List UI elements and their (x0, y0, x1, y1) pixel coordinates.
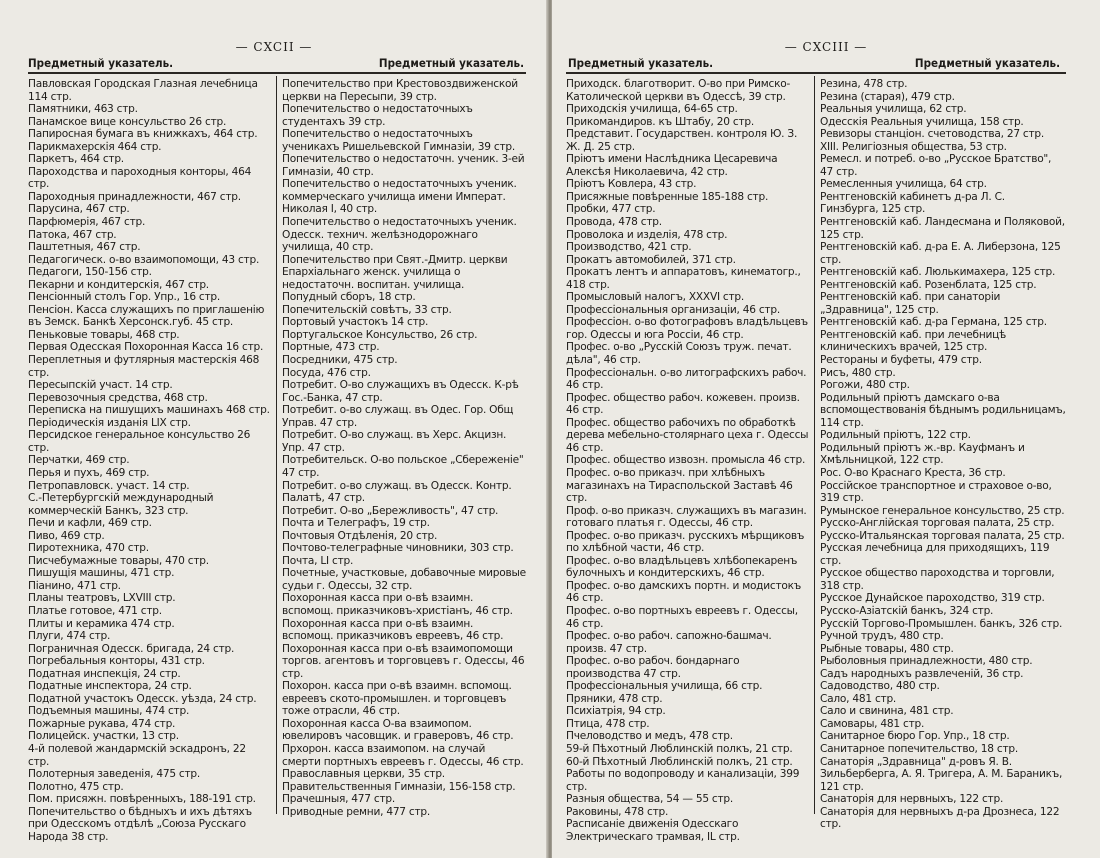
index-entry: Почтовыя Отдѣленія, 20 стр. (282, 529, 438, 542)
index-entry: Реальныя училища, 62 стр. (820, 103, 967, 116)
index-entry: Попудный сборъ, 18 стр. (282, 291, 416, 304)
index-entry: Производство, 421 стр. (566, 241, 692, 254)
right-page (552, 0, 1100, 858)
index-entry: Піанино, 471 стр. (28, 579, 121, 592)
index-entry: Подъемныя машины, 474 стр. (28, 705, 190, 718)
index-entry: Рогожи, 480 стр. (820, 379, 910, 392)
index-entry: Попечительство о недостаточныхъ студентахъ 39 стр. (282, 103, 473, 128)
index-entry: Родильный пріютъ дамскаго о-ва вспомоществованія бѣднымъ родильницамъ, 114 стр. (820, 391, 1066, 429)
index-entry: Потребит. О-во служащихъ въ Одесск. К-рѣ Гос.-Банка, 47 стр. (282, 379, 519, 404)
index-entry: Профес. о-во „Русскій Союзъ труж. печат. дѣла", 46 стр. (566, 341, 792, 367)
index-entry: Почтово-телеграфные чиновники, 303 стр. (282, 542, 514, 555)
index-entry: Профес. общество рабочихъ по обработкѣ дерева мебельно-столярнаго цеха г. Одессы 46 стр. (566, 416, 809, 454)
index-entry: Похоронная касса О-ва взаимопом. ювелировъ часовщик. и граверовъ, 46 стр. (282, 717, 514, 743)
index-entry: Садъ народныхъ развлеченій, 36 стр. (820, 667, 1024, 680)
index-entry: Профессіональныя училища, 66 стр. (566, 680, 763, 693)
index-entry: Русско-Азіатскій банкъ, 324 стр. (820, 604, 994, 617)
index-entry: Рентгеновскій каб. при лечебницѣ клиническихъ врачей, 125 стр. (820, 328, 1006, 354)
index-entry: Правительственныя Гимназіи, 156-158 стр. (282, 780, 516, 793)
index-entry: Пароходства и пароходныя конторы, 464 стр. (28, 165, 252, 191)
index-entry: Профессіон. о-во фотографовъ владѣльцевъ гор. Одессы и юга Россіи, 46 стр. (566, 316, 808, 341)
index-entry: Прокатъ автомобилей, 371 стр. (566, 253, 736, 266)
index-entry: Педагогическ. о-во взаимопомощи, 43 стр. (28, 253, 260, 266)
index-entry: Полицейск. участки, 13 стр. (28, 730, 179, 743)
index-entry: Платье готовое, 471 стр. (28, 604, 162, 617)
index-entry: Пом. присяжн. повѣренныхъ, 188-191 стр. (28, 793, 256, 806)
index-column-1 (28, 78, 270, 843)
index-entry: Рентгеновскій кабинетъ д-ра Л. С. Гинзбурга, 125 стр. (820, 190, 1005, 216)
index-entry: Русское Дунайское пароходство, 319 стр. (820, 592, 1045, 605)
index-entry: Потребительск. О-во польское „Сбереженіе" 47 стр. (282, 454, 524, 479)
index-entry: Русская лечебница для приходящихъ, 119 стр. (820, 542, 1050, 567)
index-entry: Парфюмерія, 467 стр. (28, 216, 146, 229)
index-entry: Пряники, 478 стр. (566, 692, 663, 705)
index-entry: Промысловый налогъ, XXXVI стр. (566, 291, 745, 304)
index-entry: Папиросная бумага въ книжкахъ, 464 стр. (28, 128, 258, 141)
index-entry: Рыбные товары, 480 стр. (820, 642, 954, 655)
index-entry: Русско-Итальянская торговая палата, 25 стр. (820, 529, 1065, 542)
index-entry: Плуги, 474 стр. (28, 630, 111, 643)
index-entry: Португальское Консульство, 26 стр. (282, 328, 478, 341)
running-head-left: Предметный указатель. (28, 56, 174, 70)
index-entry: Петропавловск. участ. 14 стр. (28, 479, 190, 492)
index-entry: Проволока и изделія, 478 стр. (566, 228, 728, 241)
index-entry: Раковины, 478 стр. (566, 805, 669, 818)
index-entry: Плиты и керамика 474 стр. (28, 617, 175, 630)
index-entry: Проф. о-во приказч. служащихъ въ магазин. готоваго платья г. Одессы, 46 стр. (566, 504, 807, 530)
index-entry: Переплетныя и футлярныя мастерскія 468 стр. (28, 354, 260, 379)
index-entry: Пиво, 469 стр. (28, 529, 105, 542)
index-entry: С.-Петербургскій международный коммерческій Банкъ, 323 стр. (28, 492, 214, 517)
index-entry: Православныя церкви, 35 стр. (282, 768, 445, 781)
index-entry: Рентгеновскій каб. д-ра Е. А. Либерзона, 125 стр. (820, 241, 1061, 266)
index-entry: Рентгеновскій каб. Ландесмана и Поляковой, 125 стр. (820, 216, 1065, 241)
page-number: — CXCIII — (784, 40, 868, 54)
header-rule (28, 72, 526, 74)
index-entry: Пишущія машины, 471 стр. (28, 567, 175, 580)
index-entry: Пограничная Одесск. бригада, 24 стр. (28, 642, 235, 655)
index-entry: Паштетныя, 467 стр. (28, 241, 141, 254)
index-entry: Потребит. о-во служащ. въ Одесск. Контр. Палатѣ, 47 стр. (282, 479, 512, 505)
index-entry: Пиротехника, 470 стр. (28, 542, 149, 555)
index-entry: Первая Одесская Похоронная Касса 16 стр. (28, 341, 264, 354)
index-entry: Садоводство, 480 стр. (820, 680, 940, 693)
index-entry: Посуда, 476 стр. (282, 366, 371, 379)
index-entry: Похоронная касса при о-вѣ взаимн. вспомощ. приказчиковъ-христіанъ, 46 стр. (282, 592, 513, 617)
index-entry: Парикмахерскія 464 стр. (28, 140, 162, 153)
index-entry: Пенсіон. Касса служащихъ по приглашенію въ Земск. Банкѣ Херсонск.губ. 45 стр. (28, 303, 265, 329)
index-entry: Печи и кафли, 469 стр. (28, 517, 152, 530)
index-entry: Русскій Торгово-Промышлен. банкъ, 326 стр. (820, 617, 1063, 630)
index-entry: 59-й Пѣхотный Люблинскій полкъ, 21 стр. (566, 742, 793, 755)
index-entry: Посредники, 475 стр. (282, 354, 398, 367)
index-entry: Перевозочныя средства, 468 стр. (28, 391, 208, 404)
index-entry: Профес. о-во дамскихъ портн. и модистокъ 46 стр. (566, 579, 802, 605)
index-entry: Одесскія Реальныя училища, 158 стр. (820, 115, 1024, 128)
index-entry: Родильный пріютъ, 122 стр. (820, 429, 971, 442)
index-entry: Перчатки, 469 стр. (28, 454, 130, 467)
index-entry: Почетные, участковые, добавочные мировые судьи г. Одессы, 32 стр. (282, 567, 526, 592)
index-entry: Приходскія училища, 64-65 стр. (566, 103, 738, 116)
index-entry: Почта, LI стр. (282, 554, 354, 567)
index-entry: Работы по водопроводу и канализаціи, 399 стр. (566, 768, 800, 793)
running-head-right: Предметный указатель. (914, 56, 1060, 70)
index-entry: Ручной трудъ, 480 стр. (820, 630, 944, 643)
index-entry: Потребит. О-во служащ. въ Херс. Акцизн. Упр. 47 стр. (282, 429, 507, 454)
index-entry: Портные, 473 стр. (282, 341, 380, 354)
index-entry: Профес. о-во рабоч. сапожно-башмач. произв. 47 стр. (566, 630, 772, 655)
index-entry: Планы театровъ, LXVIII стр. (28, 592, 176, 605)
index-entry: Пріютъ Ковлера, 43 стр. (566, 178, 697, 191)
index-entry: Попечительство при Крестовоздвиженской церкви на Пересыпи, 39 стр. (282, 78, 518, 103)
index-entry: Портовый участокъ 14 стр. (282, 316, 429, 329)
index-entry: Румынское генеральное консульство, 25 стр. (820, 504, 1065, 517)
page-number: — CXCII — (235, 40, 313, 54)
running-head-right: Предметный указатель. (378, 56, 524, 70)
index-entry: Податной участокъ Одесск. уѣзда, 24 стр. (28, 692, 257, 705)
index-entry: Санитарное бюро Гор. Упр., 18 стр. (820, 730, 1010, 743)
index-entry: Попечительскій совѣтъ, 33 стр. (282, 303, 452, 316)
index-entry: Рентгеновскій каб. Розенблата, 125 стр. (820, 278, 1037, 291)
index-entry: Прхорон. касса взаимопом. на случай смерти портныхъ евреевъ г. Одессы, 46 стр. (282, 742, 524, 768)
column-divider (814, 76, 815, 814)
column-divider (276, 76, 277, 814)
index-entry: Попечительство о бѣдныхъ и ихъ дѣтяхъ при Одесскомъ отдѣлѣ „Союза Русскаго Народа 38 стр. (28, 805, 252, 843)
index-entry: Психіатрія, 94 стр. (566, 705, 666, 718)
index-entry: Профессіональныя организаціи, 46 стр. (566, 303, 780, 316)
index-entry: Разныя общества, 54 — 55 стр. (566, 793, 734, 806)
index-column-1 (566, 78, 810, 843)
index-entry: Провода, 478 стр. (566, 216, 662, 229)
index-entry: Профес. о-во приказч. при хлѣбныхъ магазинахъ на Тираспольской Заставѣ 46 стр. (566, 466, 793, 505)
index-entry: Расписаніе движенія Одесскаго Электрическаго трамвая, IL стр. (566, 818, 740, 843)
index-entry: Профес. о-во портныхъ евреевъ г. Одессы, 46 стр. (566, 604, 798, 630)
index-entry: Птица, 478 стр. (566, 717, 650, 730)
index-entry: 4-й полевой жандармскій эскадронъ, 22 стр. (28, 742, 246, 768)
index-entry: Рос. О-во Краснаго Креста, 36 стр. (820, 466, 1006, 479)
index-entry: Санаторія для нервныхъ, 122 стр. (820, 793, 1004, 806)
index-entry: Рентгеновскій каб. д-ра Германа, 125 стр. (820, 316, 1047, 329)
index-entry: Пчеловодство и медъ, 478 стр. (566, 730, 733, 743)
index-entry: Податная инспекція, 24 стр. (28, 667, 181, 680)
index-entry: Панамское вице консульство 26 стр. (28, 115, 227, 128)
index-entry: Ремесл. и потреб. о-во „Русское Братство", 47 стр. (820, 153, 1052, 178)
index-entry: Паркетъ, 464 стр. (28, 153, 124, 166)
index-entry: Податные инспектора, 24 стр. (28, 680, 192, 693)
index-entry: Сало, 481 стр. (820, 692, 897, 705)
index-entry: Санаторія для нервныхъ д-ра Дрознеса, 122 стр. (820, 805, 1060, 831)
index-entry: Похорон. касса при о-вѣ взаимн. вспомощ. евреевъ ското-промышлен. и торговцевъ тоже отрасли, 46 стр. (282, 680, 512, 718)
index-entry: Рентгеновскій каб. Люлькимахера, 125 стр. (820, 266, 1056, 279)
index-entry: Прачешныя, 477 стр. (282, 793, 395, 806)
index-entry: Почта и Телеграфъ, 19 стр. (282, 517, 430, 530)
index-entry: XIII. Религіозныя общества, 53 стр. (820, 140, 1007, 153)
index-entry: Періодическія изданія LIX стр. (28, 416, 191, 429)
index-entry: Прикомандиров. къ Штабу, 20 стр. (566, 115, 754, 128)
index-entry: Прокатъ лентъ и аппаратовъ, кинематогр., 418 стр. (566, 266, 801, 291)
index-entry: Резина (старая), 479 стр. (820, 90, 955, 103)
index-entry: Ревизоры станціон. счетоводства, 27 стр. (820, 128, 1045, 141)
index-entry: Рестораны и буфеты, 479 стр. (820, 354, 982, 367)
index-entry: Пожарные рукава, 474 стр. (28, 717, 176, 730)
index-entry: 60-й Пѣхотный Люблинскій полкъ, 21 стр. (566, 755, 793, 768)
left-page (0, 0, 548, 858)
index-entry: Попечительство о недостаточныхъ ученикахъ Ришельевской Гимназіи, 39 стр. (282, 128, 515, 153)
index-entry: Ремесленныя училища, 64 стр. (820, 178, 987, 191)
index-entry: Самовары, 481 стр. (820, 717, 925, 730)
index-entry: Пробки, 477 стр. (566, 203, 656, 216)
index-entry: Похоронная касса при о-вѣ взаимопомощи торгов. агентовъ и торговцевъ г. Одессы, 46 стр. (282, 642, 525, 680)
index-entry: Писчебумажные товары, 470 стр. (28, 554, 209, 567)
header-rule (566, 72, 1066, 74)
index-entry: Павловская Городская Глазная лечебница 114 стр. (28, 78, 258, 103)
index-entry: Погребальныя конторы, 431 стр. (28, 655, 205, 668)
index-entry: Приводные ремни, 477 стр. (282, 805, 431, 818)
index-entry: Педагоги, 150-156 стр. (28, 266, 152, 279)
index-entry: Приходск. благотворит. О-во при Римско-Католической церкви въ Одессѣ, 39 стр. (566, 78, 791, 103)
index-entry: Пенсіонный столъ Гор. Упр., 16 стр. (28, 291, 221, 304)
index-entry: Похоронная касса при о-вѣ взаимн. вспомощ. приказчиковъ евреевъ, 46 стр. (282, 617, 504, 643)
index-entry: Пріютъ имени Наслѣдника Цесаревича Алексѣя Николаевича, 42 стр. (566, 153, 778, 178)
index-entry: Профес. общество рабоч. кожевен. произв. 46 стр. (566, 391, 800, 417)
index-entry: Потребит. о-во служащ. въ Одес. Гор. Общ Управ. 47 стр. (282, 404, 514, 429)
index-entry: Рисъ, 480 стр. (820, 366, 896, 379)
running-head-left: Предметный указатель. (568, 56, 714, 70)
index-entry: Пекарни и кондитерскія, 467 стр. (28, 278, 209, 291)
index-column-2 (282, 78, 526, 818)
index-entry: Рыболовныя принадлежности, 480 стр. (820, 655, 1033, 668)
index-entry: Русское общество пароходства и торговли, 318 стр. (820, 567, 1055, 592)
index-entry: Профес. общество извозн. промысла 46 стр. (566, 454, 806, 467)
index-entry: Полотно, 475 стр. (28, 780, 124, 793)
index-entry: Пароходныя принадлежности, 467 стр. (28, 190, 241, 203)
index-entry: Перья и пухъ, 469 стр. (28, 466, 150, 479)
index-entry: Резина, 478 стр. (820, 78, 908, 90)
index-entry: Пеньковые товары, 468 стр. (28, 328, 180, 341)
index-entry: Санитарное попечительство, 18 стр. (820, 742, 1018, 755)
index-entry: Попечительство о недостаточн. ученик. 3-ей Гимназіи, 40 стр. (282, 153, 525, 178)
index-entry: Профессіональн. о-во литографскихъ рабоч. 46 стр. (566, 366, 807, 392)
index-entry: Сало и свинина, 481 стр. (820, 705, 954, 718)
index-entry: Представит. Государствен. контроля Ю. З. Ж. Д. 25 стр. (566, 128, 798, 153)
index-entry: Персидское генеральное консульство 26 стр. (28, 429, 251, 454)
index-entry: Санаторія „Здравница" д-ровъ Я. В. Зильберберга, А. Я. Тригера, А. М. Бараникъ, 121 стр. (820, 755, 1063, 793)
index-entry: Присяжные повѣренные 185-188 стр. (566, 190, 769, 203)
index-entry: Рентгеновскій каб. при санаторіи „Здравница", 125 стр. (820, 291, 1001, 316)
index-entry: Парусина, 467 стр. (28, 203, 130, 216)
index-entry: Попечительство о недостаточныхъ ученик. коммерческаго училища имени Императ. Николая I, 40 стр. (282, 178, 517, 216)
index-entry: Попечительство о недостаточныхъ ученик. Одесск. технич. желѣзнодорожнаго училища, 40 стр. (282, 216, 517, 254)
index-entry: Русско-Англійская торговая палата, 25 стр. (820, 517, 1055, 530)
index-entry: Патока, 467 стр. (28, 228, 117, 241)
index-entry: Попечительство при Свят.-Дмитр. церкви Епархіальнаго женск. училища о недостаточн. воспитан. училища. (282, 253, 508, 291)
index-entry: Профес. о-во рабоч. бондарнаго производства 47 стр. (566, 655, 740, 680)
index-entry: Пересыпскій участ. 14 стр. (28, 379, 173, 392)
index-entry: Полотерныя заведенія, 475 стр. (28, 768, 201, 781)
index-entry: Профес. о-во приказч. русскихъ мѣрщиковъ по хлѣбной части, 46 стр. (566, 529, 805, 555)
index-entry: Переписка на пишущихъ машинахъ 468 стр. (28, 404, 270, 417)
index-entry: Потребит. О-во „Бережливость", 47 стр. (282, 504, 499, 517)
index-entry: Памятники, 463 стр. (28, 103, 138, 116)
index-entry: Родильный пріютъ ж.-вр. Кауфманъ и Хмѣльницкой, 122 стр. (820, 441, 1025, 467)
index-entry: Профес. о-во владѣльцевъ хлѣбопекаренъ булочныхъ и кондитерскихъ, 46 стр. (566, 554, 798, 580)
index-entry: Россійское транспортное и страховое о-во, 319 стр. (820, 479, 1052, 505)
index-column-2 (820, 78, 1066, 831)
